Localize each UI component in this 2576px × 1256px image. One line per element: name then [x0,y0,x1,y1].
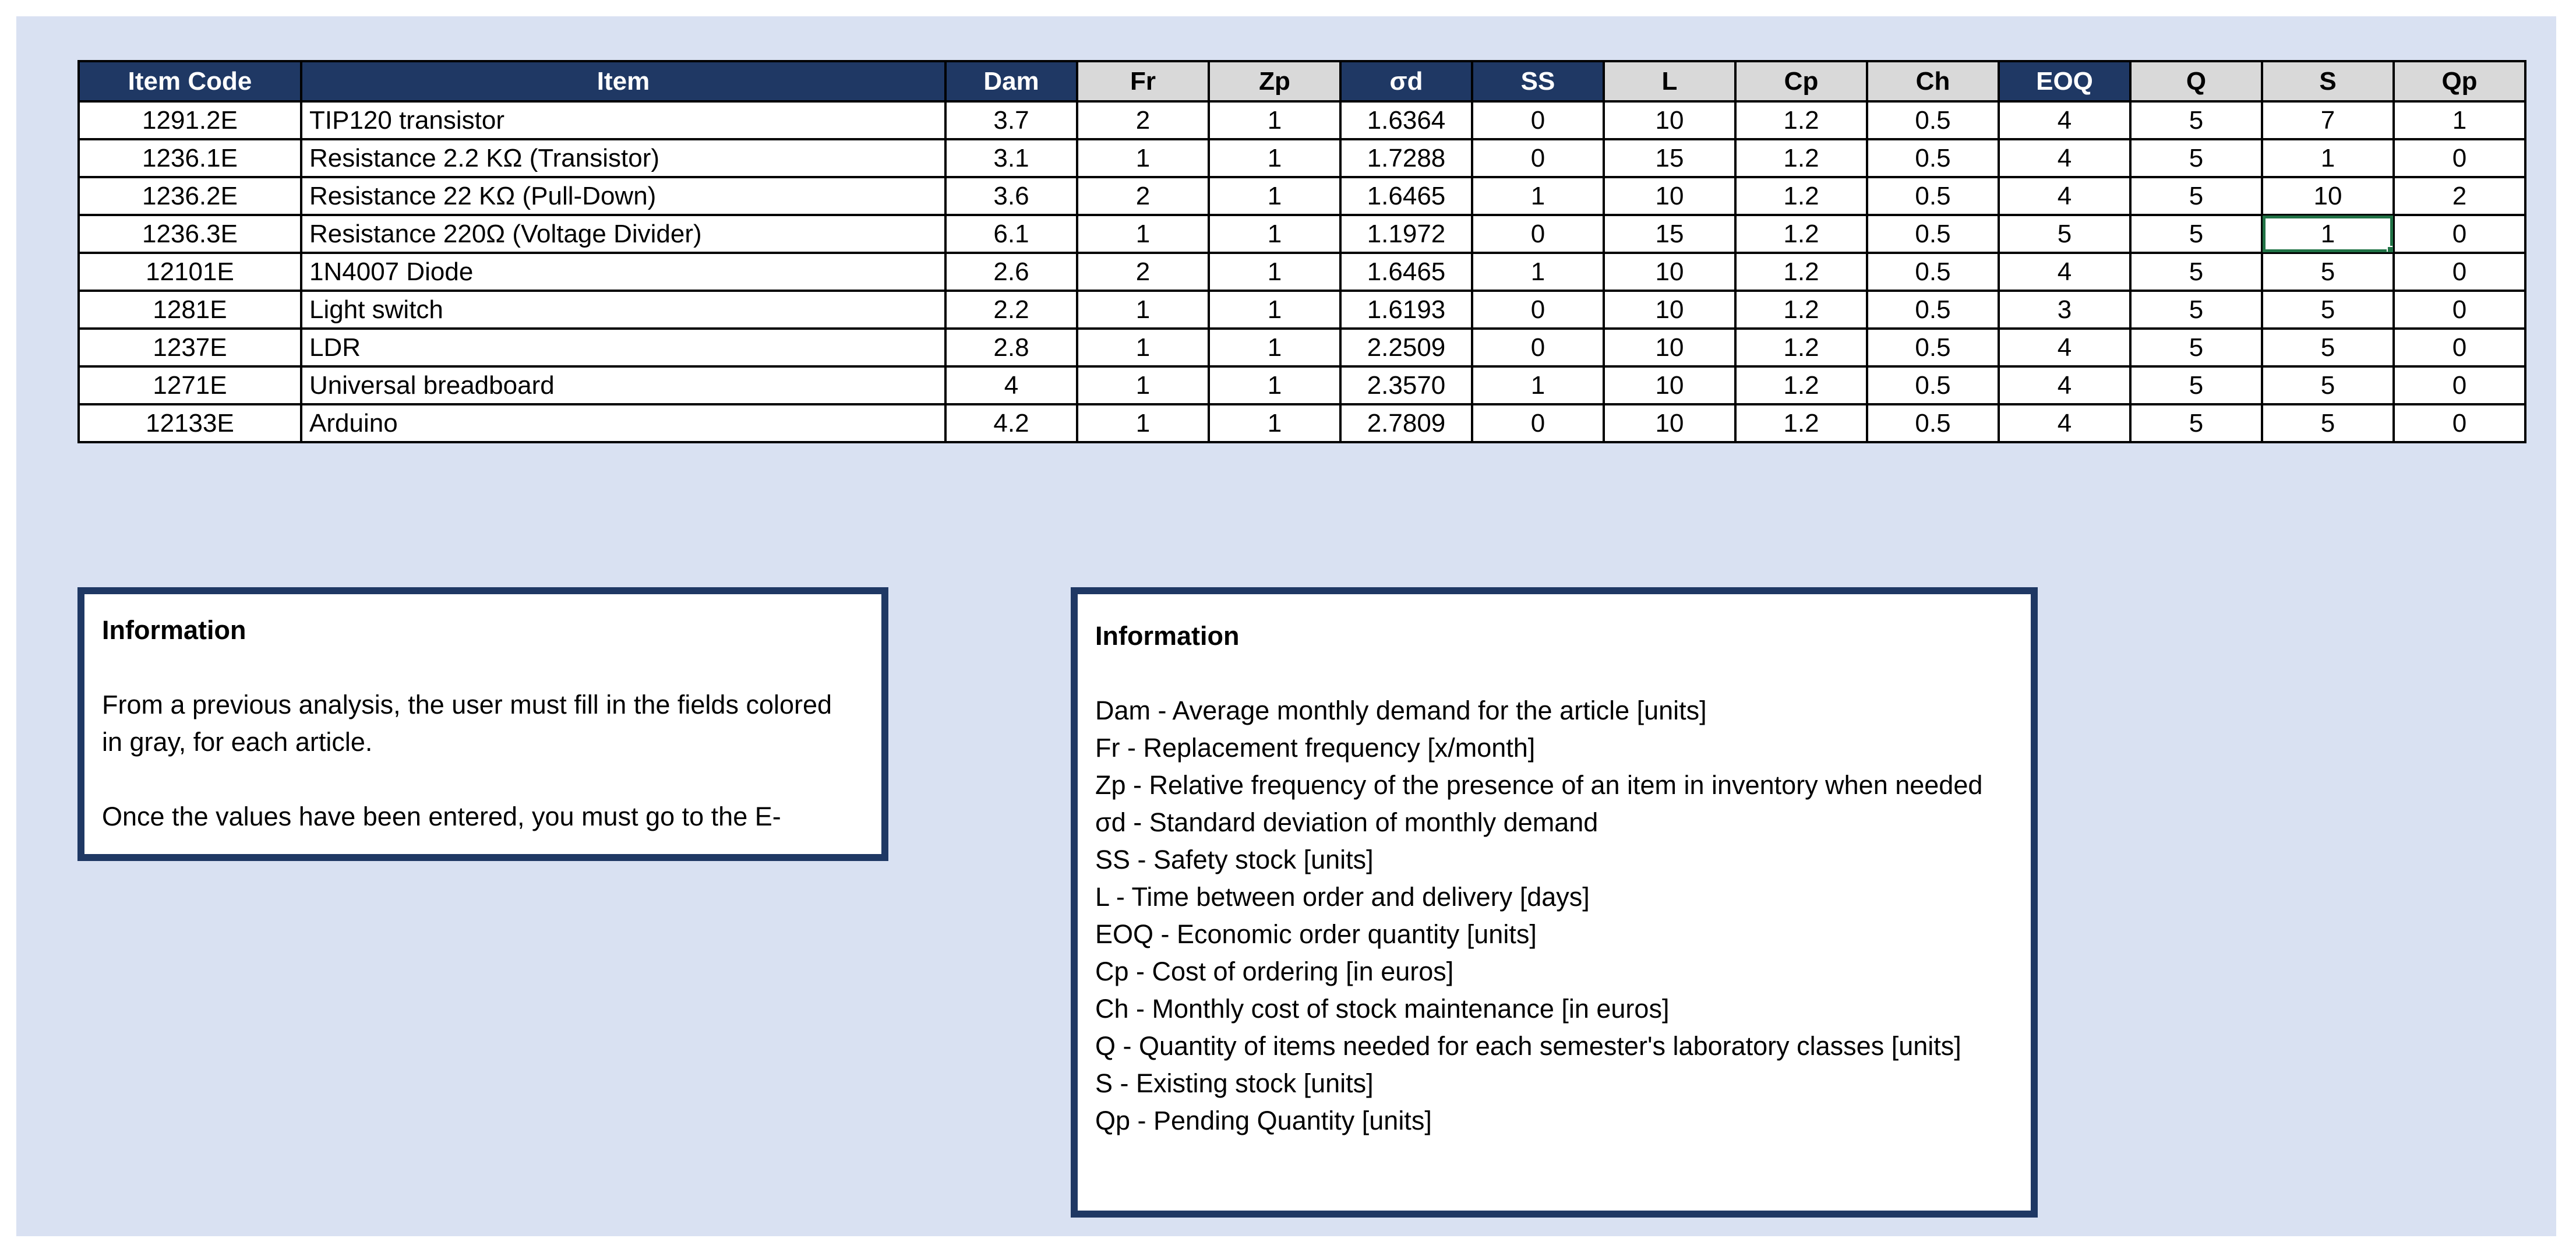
cell-ss[interactable]: 0 [1472,404,1604,442]
cell-fr[interactable]: 2 [1077,101,1209,139]
col-header-ch[interactable]: Ch [1867,61,1999,101]
legend-line-cp: Cp - Cost of ordering [in euros] [1095,957,1454,986]
cell-item[interactable]: Arduino [301,404,945,442]
cell-l[interactable]: 10 [1604,253,1735,291]
table-row [79,177,2525,215]
cell-ch[interactable]: 0.5 [1867,253,1999,291]
cell-dam[interactable]: 3.1 [945,139,1077,177]
cell-item[interactable]: Universal breadboard [301,366,945,404]
col-header-ss[interactable]: SS [1472,61,1604,101]
cell-ch[interactable]: 0.5 [1867,215,1999,253]
cell-item-code[interactable]: 12133E [79,404,301,442]
cell-zp[interactable]: 1 [1209,291,1340,329]
cell-l[interactable]: 10 [1604,177,1735,215]
cell-q[interactable]: 5 [2130,177,2262,215]
cell-dam[interactable]: 6.1 [945,215,1077,253]
cell-l[interactable]: 15 [1604,215,1735,253]
cell-fr[interactable]: 2 [1077,253,1209,291]
cell-cp[interactable]: 1.2 [1735,253,1867,291]
cell-item-code[interactable]: 1291.2E [79,101,301,139]
header-row [79,61,2525,101]
cell-item[interactable]: TIP120 transistor [301,101,945,139]
cell-fr[interactable]: 1 [1077,329,1209,366]
cell-fr[interactable]: 1 [1077,291,1209,329]
cell-dam[interactable]: 3.6 [945,177,1077,215]
cell-l[interactable]: 10 [1604,291,1735,329]
info-line: From a previous analysis, the user must fill in the fields colored [102,690,832,719]
legend-line-fr: Fr - Replacement frequency [x/month] [1095,733,1536,763]
cell-qp[interactable]: 1 [2394,101,2525,139]
table-row [79,329,2525,366]
table-body [79,101,2525,442]
cell-s[interactable]: 7 [2262,101,2394,139]
cell-eoq[interactable]: 4 [1999,139,2130,177]
col-header-l[interactable]: L [1604,61,1735,101]
cell-q[interactable]: 5 [2130,329,2262,366]
cell-eoq[interactable]: 4 [1999,177,2130,215]
cell-item-code[interactable]: 1271E [79,366,301,404]
cell-eoq[interactable]: 4 [1999,329,2130,366]
cell-cp[interactable]: 1.2 [1735,366,1867,404]
info-line: Once the values have been entered, you must go to the E- [102,802,781,831]
cell-dam[interactable]: 2.2 [945,291,1077,329]
cell-qp[interactable]: 0 [2394,329,2525,366]
table-row [79,139,2525,177]
cell-eoq[interactable]: 4 [1999,404,2130,442]
cell-dam[interactable]: 4 [945,366,1077,404]
spreadsheet-area [16,16,2556,1236]
cell-l[interactable]: 10 [1604,404,1735,442]
cell-s[interactable]: 1 [2262,215,2394,253]
cell-sigma-d[interactable]: 2.3570 [1340,366,1472,404]
cell-sigma-d[interactable]: 1.7288 [1340,139,1472,177]
cell-fr[interactable]: 1 [1077,215,1209,253]
cell-item-code[interactable]: 1237E [79,329,301,366]
cell-l[interactable]: 10 [1604,101,1735,139]
cell-item[interactable]: Light switch [301,291,945,329]
cell-ss[interactable]: 1 [1472,177,1604,215]
cell-item[interactable]: 1N4007 Diode [301,253,945,291]
cell-ch[interactable]: 0.5 [1867,366,1999,404]
cell-q[interactable]: 5 [2130,101,2262,139]
cell-item[interactable]: LDR [301,329,945,366]
cell-ch[interactable]: 0.5 [1867,291,1999,329]
legend-line-l: L - Time between order and delivery [days] [1095,882,1590,912]
col-header-item[interactable]: Item [301,61,945,101]
cell-l[interactable]: 10 [1604,366,1735,404]
col-header-eoq[interactable]: EOQ [1999,61,2130,101]
info-box-instructions[interactable] [77,587,888,861]
cell-s[interactable]: 5 [2262,253,2394,291]
cell-eoq[interactable]: 5 [1999,215,2130,253]
info-line: in gray, for each article. [102,727,373,757]
cell-dam[interactable]: 2.6 [945,253,1077,291]
cell-ch[interactable]: 0.5 [1867,329,1999,366]
cell-qp[interactable]: 0 [2394,366,2525,404]
cell-q[interactable]: 5 [2130,215,2262,253]
cell-cp[interactable]: 1.2 [1735,329,1867,366]
cell-item-code[interactable]: 1281E [79,291,301,329]
table-row [79,101,2525,139]
cell-s[interactable]: 5 [2262,366,2394,404]
col-header-dam[interactable]: Dam [945,61,1077,101]
col-header-sigma-d[interactable]: σd [1340,61,1472,101]
cell-cp[interactable]: 1.2 [1735,139,1867,177]
cell-item-code[interactable]: 12101E [79,253,301,291]
cell-zp[interactable]: 1 [1209,366,1340,404]
cell-qp[interactable]: 0 [2394,253,2525,291]
inventory-table [77,60,2526,443]
cell-cp[interactable]: 1.2 [1735,177,1867,215]
table-row [79,291,2525,329]
col-header-s[interactable]: S [2262,61,2394,101]
cell-sigma-d[interactable]: 2.7809 [1340,404,1472,442]
cell-ch[interactable]: 0.5 [1867,101,1999,139]
cell-qp[interactable]: 0 [2394,404,2525,442]
cell-s[interactable]: 1 [2262,139,2394,177]
cell-eoq[interactable]: 4 [1999,101,2130,139]
cell-ss[interactable]: 0 [1472,139,1604,177]
cell-sigma-d[interactable]: 1.6465 [1340,253,1472,291]
cell-cp[interactable]: 1.2 [1735,291,1867,329]
cell-ss[interactable]: 0 [1472,291,1604,329]
table-row [79,215,2525,253]
col-header-zp[interactable]: Zp [1209,61,1340,101]
cell-item[interactable]: Resistance 2.2 KΩ (Transistor) [301,139,945,177]
legend-line-s: S - Existing stock [units] [1095,1068,1374,1098]
cell-q[interactable]: 5 [2130,253,2262,291]
cell-q[interactable]: 5 [2130,366,2262,404]
cell-sigma-d[interactable]: 2.2509 [1340,329,1472,366]
cell-ch[interactable]: 0.5 [1867,404,1999,442]
cell-item-code[interactable]: 1236.3E [79,215,301,253]
cell-ss[interactable]: 0 [1472,215,1604,253]
col-header-q[interactable]: Q [2130,61,2262,101]
cell-item-code[interactable]: 1236.1E [79,139,301,177]
cell-s[interactable]: 5 [2262,329,2394,366]
cell-dam[interactable]: 4.2 [945,404,1077,442]
table-row [79,366,2525,404]
cell-ss[interactable]: 1 [1472,253,1604,291]
cell-qp[interactable]: 0 [2394,139,2525,177]
cell-sigma-d[interactable]: 1.6465 [1340,177,1472,215]
cell-dam[interactable]: 2.8 [945,329,1077,366]
cell-ch[interactable]: 0.5 [1867,177,1999,215]
cell-ss[interactable]: 1 [1472,366,1604,404]
cell-item[interactable]: Resistance 220Ω (Voltage Divider) [301,215,945,253]
cell-sigma-d[interactable]: 1.1972 [1340,215,1472,253]
cell-cp[interactable]: 1.2 [1735,404,1867,442]
legend-line-zp: Zp - Relative frequency of the presence of an item in inventory when needed [1095,770,1983,800]
cell-s[interactable]: 5 [2262,404,2394,442]
cell-fr[interactable]: 2 [1077,177,1209,215]
info-box-legend[interactable] [1071,587,2038,1218]
legend-line-sigma-d: σd - Standard deviation of monthly demand [1095,807,1598,837]
cell-zp[interactable]: 1 [1209,215,1340,253]
col-header-fr[interactable]: Fr [1077,61,1209,101]
cell-ss[interactable]: 0 [1472,329,1604,366]
cell-cp[interactable]: 1.2 [1735,101,1867,139]
cell-item[interactable]: Resistance 22 KΩ (Pull-Down) [301,177,945,215]
col-header-qp[interactable]: Qp [2394,61,2525,101]
cell-item-code[interactable]: 1236.2E [79,177,301,215]
cell-s[interactable]: 10 [2262,177,2394,215]
cell-zp[interactable]: 1 [1209,177,1340,215]
legend-line-eoq: EOQ - Economic order quantity [units] [1095,919,1537,949]
cell-dam[interactable]: 3.7 [945,101,1077,139]
cell-zp[interactable]: 1 [1209,139,1340,177]
cell-qp[interactable]: 2 [2394,177,2525,215]
table-row [79,253,2525,291]
cell-eoq[interactable]: 3 [1999,291,2130,329]
cell-q[interactable]: 5 [2130,139,2262,177]
cell-eoq[interactable]: 4 [1999,253,2130,291]
cell-sigma-d[interactable]: 1.6364 [1340,101,1472,139]
info-box-title: Information [1095,621,1240,651]
cell-qp[interactable]: 0 [2394,291,2525,329]
col-header-item-code[interactable]: Item Code [79,61,301,101]
cell-fr[interactable]: 1 [1077,139,1209,177]
legend-line-dam: Dam - Average monthly demand for the article [units] [1095,696,1707,725]
cell-cp[interactable]: 1.2 [1735,215,1867,253]
cell-qp[interactable]: 0 [2394,215,2525,253]
cell-l[interactable]: 10 [1604,329,1735,366]
legend-line-ss: SS - Safety stock [units] [1095,845,1374,874]
cell-zp[interactable]: 1 [1209,329,1340,366]
info-box-title: Information [102,615,246,645]
cell-l[interactable]: 15 [1604,139,1735,177]
cell-q[interactable]: 5 [2130,404,2262,442]
cell-fr[interactable]: 1 [1077,404,1209,442]
table-row [79,404,2525,442]
cell-sigma-d[interactable]: 1.6193 [1340,291,1472,329]
legend-line-q: Q - Quantity of items needed for each semester's laboratory classes [units] [1095,1031,1961,1061]
cell-eoq[interactable]: 4 [1999,366,2130,404]
cell-zp[interactable]: 1 [1209,101,1340,139]
cell-zp[interactable]: 1 [1209,253,1340,291]
cell-fr[interactable]: 1 [1077,366,1209,404]
cell-ch[interactable]: 0.5 [1867,139,1999,177]
cell-ss[interactable]: 0 [1472,101,1604,139]
legend-line-qp: Qp - Pending Quantity [units] [1095,1106,1432,1135]
legend-line-ch: Ch - Monthly cost of stock maintenance [in euros] [1095,994,1670,1024]
cell-q[interactable]: 5 [2130,291,2262,329]
cell-zp[interactable]: 1 [1209,404,1340,442]
cell-s[interactable]: 5 [2262,291,2394,329]
col-header-cp[interactable]: Cp [1735,61,1867,101]
